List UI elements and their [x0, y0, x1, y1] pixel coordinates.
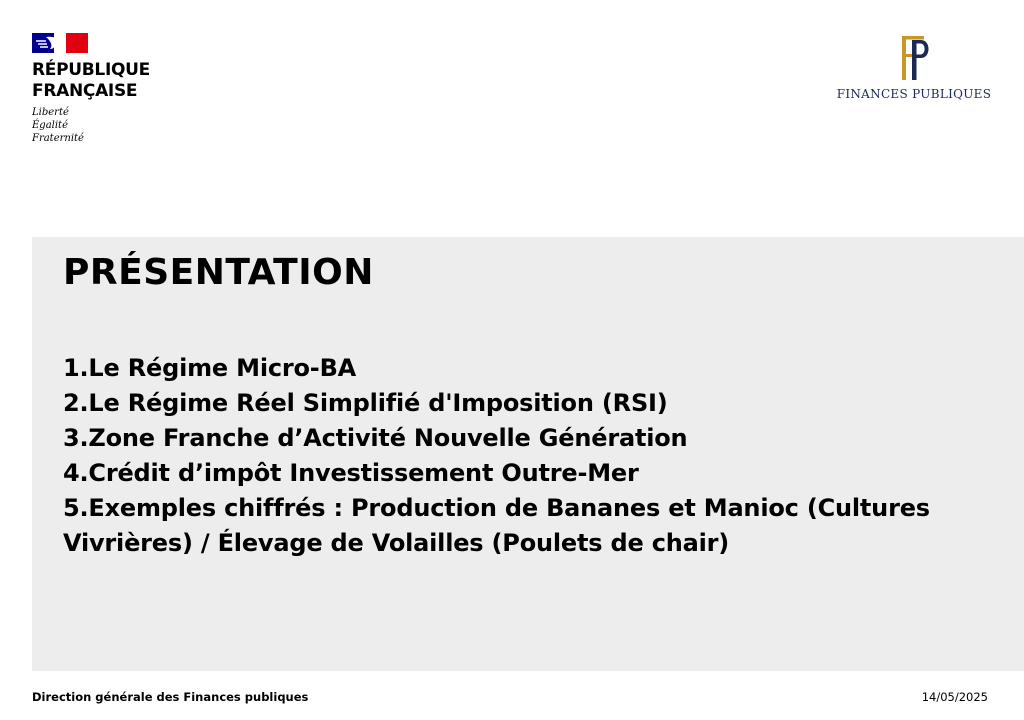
agenda-item-micro-ba: 1.Le Régime Micro-BA — [63, 354, 357, 382]
rf-name-line1: RÉPUBLIQUE — [32, 60, 150, 80]
content-panel — [32, 237, 1024, 671]
finances-publiques-logo — [834, 32, 994, 101]
republic-motto — [32, 106, 192, 145]
agenda-item-zone-franche: 3.Zone Franche d’Activité Nouvelle Génération — [63, 424, 688, 452]
agenda-item-exemples-chiffres: 5.Exemples chiffrés : Production de Bananes et Manioc (Cultures Vivrières) / Élevage de Volailles (Poulets de chair) — [63, 494, 930, 557]
agenda-item-credit-impot: 4.Crédit d’impôt Investissement Outre-Mer — [63, 459, 639, 487]
footer-organization: Direction générale des Finances publiques — [32, 690, 309, 704]
motto-egalite: Égalité — [32, 120, 68, 131]
republique-francaise-logo — [32, 33, 192, 145]
slide-title: PRÉSENTATION — [63, 252, 374, 293]
marianne-flag-icon — [32, 33, 88, 53]
footer-date: 14/05/2025 — [921, 690, 988, 704]
motto-fraternite: Fraternité — [32, 133, 84, 144]
motto-liberte: Liberté — [32, 107, 69, 118]
agenda-list — [63, 351, 998, 561]
finances-publiques-text: FINANCES PUBLIQUES — [836, 87, 992, 101]
finances-publiques-fp-monogram-icon — [888, 32, 940, 84]
republique-francaise-name — [32, 60, 192, 102]
rf-name-line2: FRANÇAISE — [32, 81, 138, 101]
agenda-item-rsi: 2.Le Régime Réel Simplifié d'Imposition (RSI) — [63, 389, 668, 417]
